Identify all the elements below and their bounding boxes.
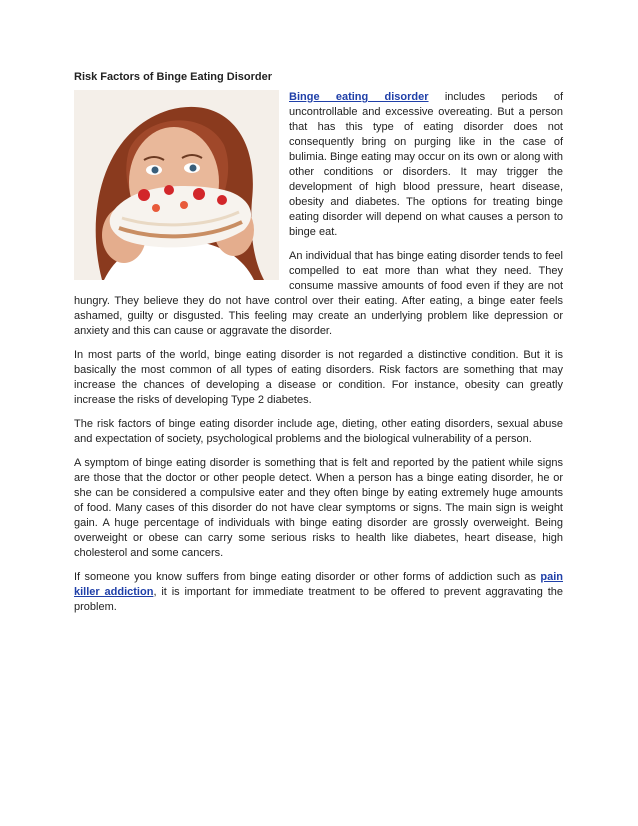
paragraph-6 xyxy=(74,570,563,615)
paragraph-3: In most parts of the world, binge eating disorder is not regarded a distinctive condition. But it is basically the most common of all types of eating disorders. Risk factors are something that may increase the chances of developing a disease or condition. For instance, obesity can greatly increase the risks of developing Type 2 diabetes. xyxy=(74,349,563,406)
article-title: Risk Factors of Binge Eating Disorder xyxy=(74,71,273,83)
paragraph-6-text-before: If someone you know suffers from binge eating disorder or other forms of addiction such as xyxy=(74,571,541,583)
paragraph-4: The risk factors of binge eating disorder include age, dieting, other eating disorders, sexual abuse and expectation of society, psychological problems and the biological vulnerability of a person. xyxy=(74,418,563,445)
woman-eating-cake-illustration xyxy=(74,90,279,280)
paragraph-1-text: includes periods of uncontrollable and excessive overeating. But a person that has this type of eating disorder does not consequently bring on purging like in the case of bulimia. Binge eating may occur on its own or along with other conditions or disorders. It may trigger the development of high blood pressure, heart disease, obesity and diabetes. The options for treating binge eating disorder will depend on what causes a person to binge eat. xyxy=(289,91,563,238)
binge-eating-disorder-link[interactable]: Binge eating disorder xyxy=(289,91,429,103)
document-page xyxy=(74,70,563,624)
intro-section xyxy=(74,90,563,348)
woman-eating-cake-photo xyxy=(74,90,279,280)
pain-killer-addiction-link[interactable]: pain killer addiction xyxy=(74,571,563,598)
paragraph-6-text-after: , it is important for immediate treatment to be offered to prevent aggravating the problem. xyxy=(74,586,563,613)
paragraph-2: An individual that has binge eating disorder tends to feel compelled to eat more than what they need. They consume massive amounts of food even if they are not hungry. They believe they do not have control over their eating. After eating, a binge eater feels ashamed, guilty or disgusted. This feeling may create an underlying problem like depression or anxiety and this can cause or aggravate the disorder. xyxy=(74,250,563,337)
paragraph-5: A symptom of binge eating disorder is something that is felt and reported by the patient while signs are those that the doctor or other people detect. When a person has a binge eating disorder, he or she can be considered a compulsive eater and they often binge by eating extremely huge amounts of food. Many cases of this disorder do not have clear symptoms or signs. The main sign is weight gain. A huge percentage of individuals with binge eating disorder are grossly overweight. Being overweight or obese can carry some serious risks to health like diabetes, heart disease, high cholesterol and some cancers. xyxy=(74,457,563,559)
